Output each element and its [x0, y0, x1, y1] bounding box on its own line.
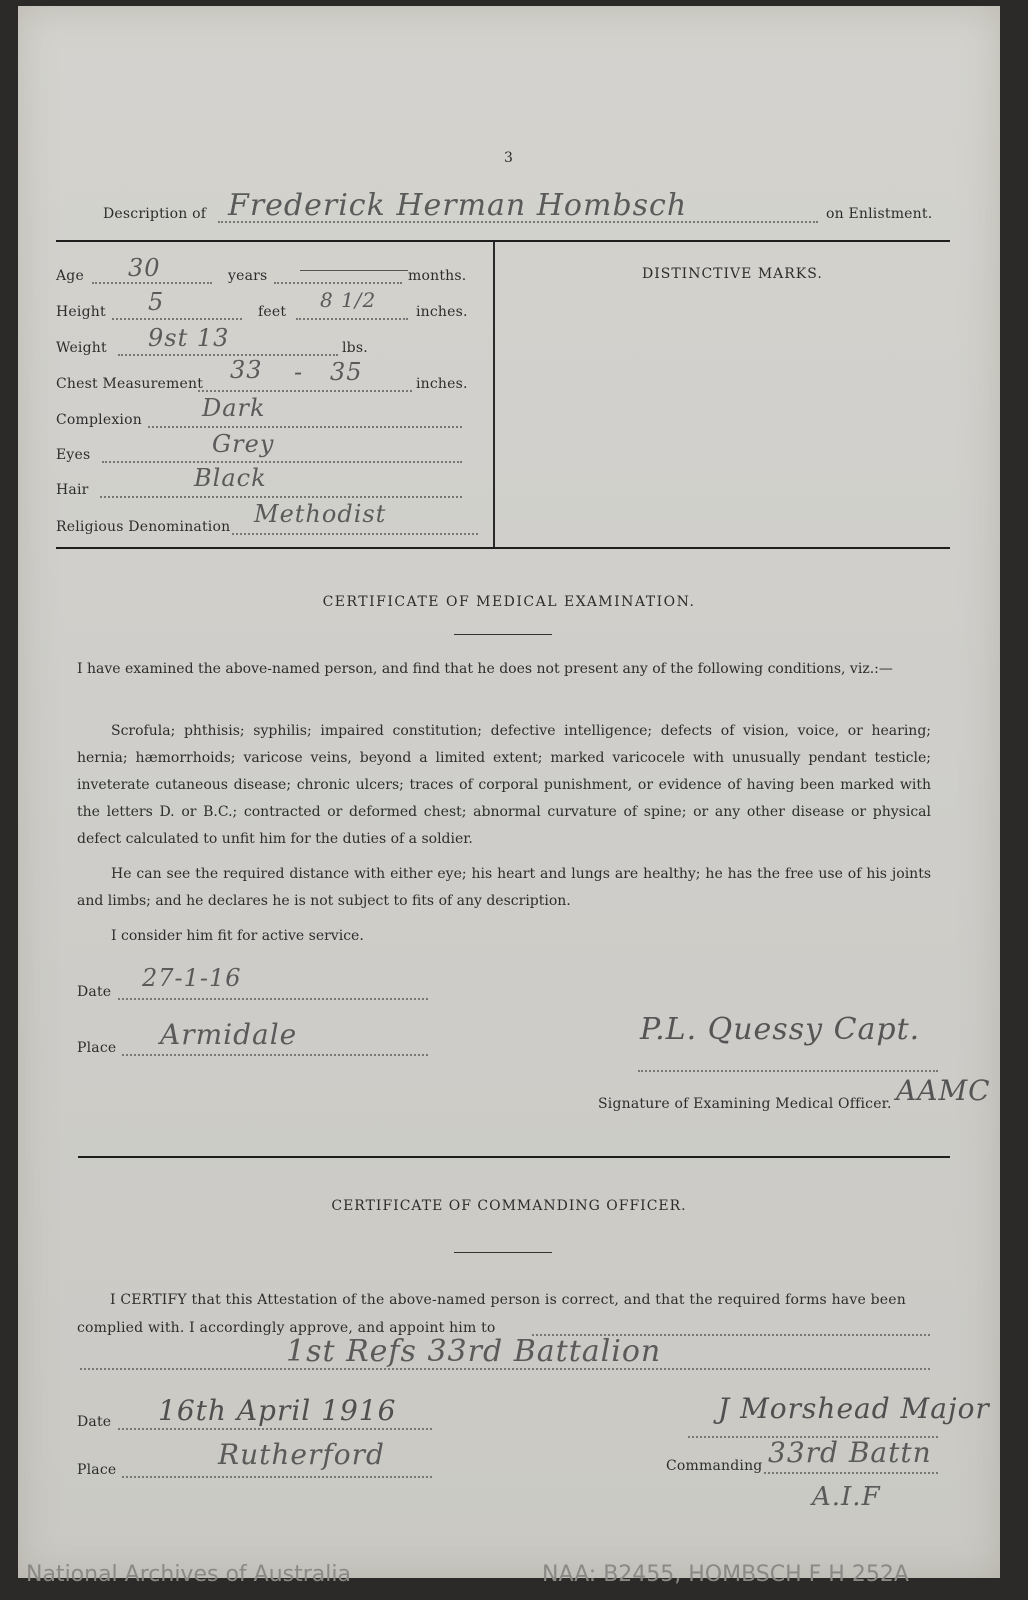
chest-value-2: 35 [330, 358, 363, 386]
age-value: 30 [128, 254, 161, 282]
height-label: Height [56, 304, 106, 320]
medical-intro: I have examined the above-named person, and find that he does not present any of the following conditions, viz.:— [77, 661, 893, 677]
height-unit-inches: inches. [416, 304, 468, 320]
medical-signature-label: Signature of Examining Medical Officer. [598, 1096, 892, 1112]
chest-label: Chest Measurement [56, 376, 204, 392]
months-strike [300, 270, 408, 271]
medical-place-value: Armidale [160, 1018, 298, 1051]
age-unit-years: years [228, 268, 268, 284]
height-feet-value: 5 [148, 288, 165, 316]
religion-dots [232, 533, 478, 535]
chest-unit: inches. [416, 376, 468, 392]
commanding-date-value: 16th April 1916 [158, 1394, 397, 1427]
age-dots [92, 282, 212, 284]
description-prefix: Description of [103, 206, 207, 222]
page-number: 3 [504, 150, 514, 166]
commanding-title-rule [454, 1252, 552, 1253]
commanding-unit-value: 33rd Battn [768, 1436, 932, 1469]
attestation-sheet [18, 6, 1000, 1578]
height-unit-feet: feet [258, 304, 287, 320]
commanding-place-dots [122, 1476, 432, 1478]
hair-dots [100, 496, 462, 498]
religion-label: Religious Denomination [56, 519, 231, 535]
medical-officer-signature: P.L. Quessy Capt. [640, 1012, 921, 1047]
height-inches-value: 8 1/2 [320, 288, 377, 312]
archive-credit: National Archives of Australia [26, 1562, 351, 1587]
medical-health-statement: He can see the required distance with either eye; his heart and lungs are healthy; he has the free use of his joints and limbs; and he declares he is not subject to fits of any description. [77, 866, 931, 909]
medical-certificate-title: CERTIFICATE OF MEDICAL EXAMINATION. [322, 594, 696, 610]
eyes-value: Grey [212, 430, 275, 458]
hair-label: Hair [56, 482, 89, 498]
force-value: A.I.F [812, 1482, 881, 1512]
column-divider [493, 242, 495, 548]
medical-date-dots [118, 998, 428, 1000]
complexion-label: Complexion [56, 412, 142, 428]
commanding-date-dots [118, 1428, 432, 1430]
chest-value-1: 33 [230, 356, 263, 384]
commanding-certify-line-1: I CERTIFY that this Attestation of the above-named person is correct, and that the required forms have been [110, 1292, 906, 1308]
distinctive-marks-title: DISTINCTIVE MARKS. [642, 266, 823, 282]
age-label: Age [56, 268, 84, 284]
top-rule [56, 240, 950, 242]
medical-place-dots [122, 1054, 428, 1056]
middle-rule [78, 1156, 950, 1158]
archive-reference: NAA: B2455, HOMBSCH F H 252A [542, 1562, 909, 1587]
recruit-name: Frederick Herman Hombsch [228, 188, 688, 223]
commanding-certify-line-2: complied with. I accordingly approve, and appoint him to [77, 1320, 496, 1336]
complexion-dots [148, 426, 462, 428]
commanding-place-value: Rutherford [218, 1438, 385, 1471]
weight-dots [118, 354, 338, 356]
religion-value: Methodist [254, 500, 387, 528]
table-bottom-rule [56, 547, 950, 549]
medical-conditions: Scrofula; phthisis; syphilis; impaired constitution; defective intelligence; defects of vision, voice, or hearing; hernia; hæmorrhoids; varicose veins, beyond a limited extent; marked varicocele with unusually pendant testicle; inveterate cutaneous disease; chronic ulcers; traces of corporal punishment, or evidence of having been marked with the letters D. or B.C.; contracted or deformed chest; abnormal curvature of spine; or any other disease or physical defect calculated to unfit him for the duties of a soldier. [77, 723, 931, 847]
commanding-officer-signature: J Morshead Major [718, 1392, 990, 1425]
description-suffix: on Enlistment. [826, 206, 933, 222]
medical-title-rule [454, 634, 552, 635]
medical-fit-statement: I consider him fit for active service. [111, 928, 364, 944]
complexion-value: Dark [202, 394, 266, 422]
commanding-date-label: Date [77, 1414, 112, 1430]
weight-unit: lbs. [342, 340, 368, 356]
medical-signature-dots [638, 1070, 938, 1072]
medical-place-label: Place [77, 1040, 117, 1056]
commanding-label: Commanding [666, 1458, 763, 1474]
weight-value: 9st 13 [148, 324, 230, 352]
chest-dots [198, 390, 412, 392]
months-dots [274, 282, 402, 284]
appointment-value: 1st Refs 33rd Battalion [286, 1334, 662, 1369]
medical-date-value: 27-1-16 [142, 964, 242, 992]
commanding-certificate-title: CERTIFICATE OF COMMANDING OFFICER. [331, 1198, 687, 1214]
commanding-unit-dots [764, 1472, 938, 1474]
age-unit-months: months. [408, 268, 467, 284]
eyes-label: Eyes [56, 447, 91, 463]
hair-value: Black [194, 464, 267, 492]
height-inches-dots [296, 318, 408, 320]
chest-separator: - [294, 358, 304, 386]
weight-label: Weight [56, 340, 107, 356]
medical-date-label: Date [77, 984, 112, 1000]
height-feet-dots [112, 318, 242, 320]
medical-officer-signature-extra: AAMC [896, 1074, 991, 1107]
eyes-dots [102, 461, 462, 463]
commanding-place-label: Place [77, 1462, 117, 1478]
